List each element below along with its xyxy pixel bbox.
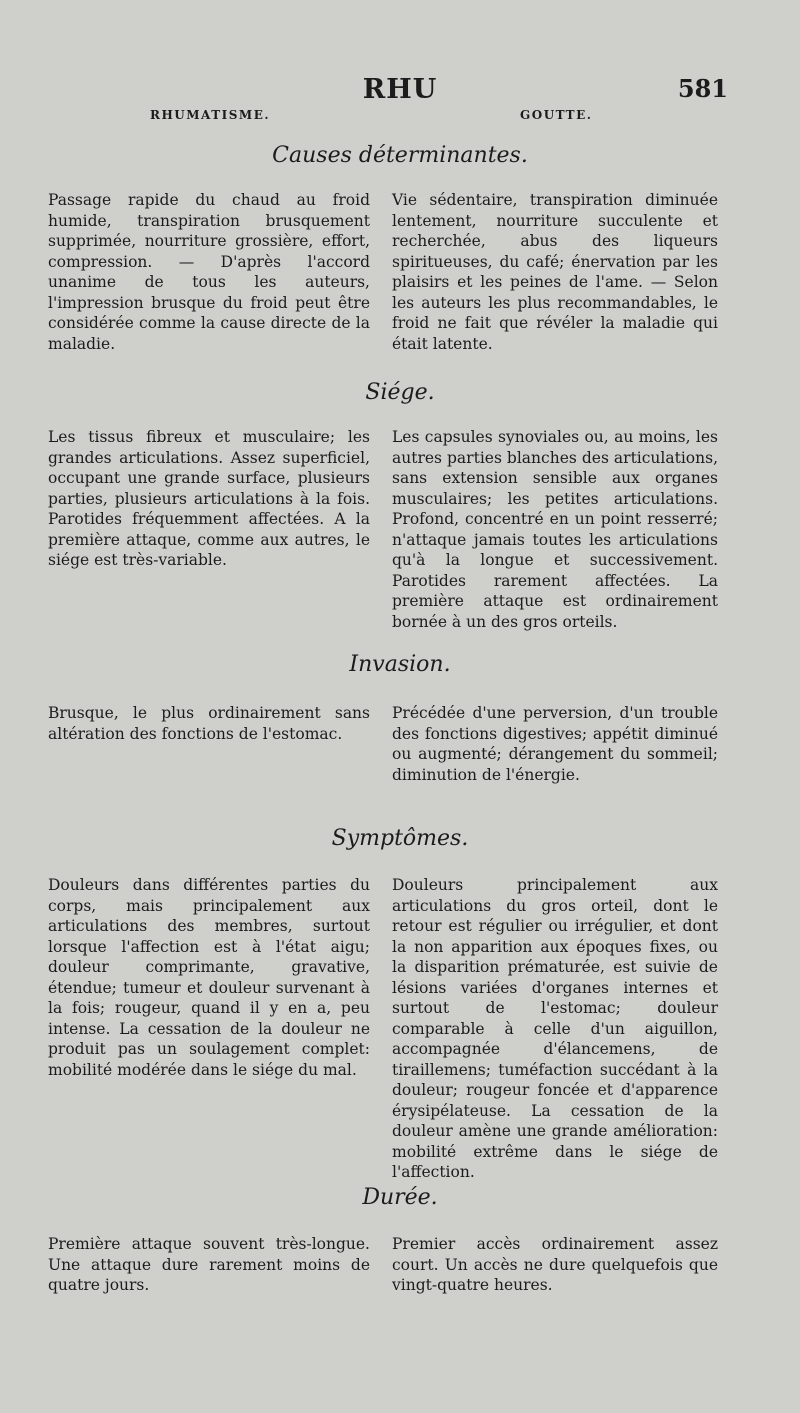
section-title-siege: Siége. (365, 380, 435, 405)
duree-rhumatisme-text: Première attaque souvent très-longue. Une attaque dure rarement moins de quatre jours. (48, 1235, 370, 1294)
page-number: 581 (677, 74, 728, 103)
siege-goutte-text: Les capsules synoviales ou, au moins, les autres parties blanches des articulations, sans extension sensible aux organes musculaires; les petites articulations. Profond, concentré en un point resserré; n'attaque jamais toutes les articulations qu'à la longue et successivement. Parotides rarement affectées. La première attaque est ordinairement bornée à un des gros orteils. (392, 428, 718, 631)
duree-goutte-text: Premier accès ordinairement assez court. Un accès ne dure quelquefois que vingt-quatre heures. (392, 1235, 718, 1294)
right-column-title: GOUTTE. (520, 108, 593, 122)
section-title-invasion: Invasion. (349, 652, 451, 677)
causes-rhumatisme-text: Passage rapide du chaud au froid humide, transpiration brusquement supprimée, nourriture grossière, effort, compression. — D'après l'accord unanime de tous les auteurs, l'impression brusque du froid peut être considérée comme la cause directe de la maladie. (48, 191, 370, 353)
running-title: RHU (362, 74, 438, 105)
invasion-goutte-text: Précédée d'une perversion, d'un trouble des fonctions digestives; appétit diminué ou augmenté; dérangement du sommeil; diminution de l'énergie. (392, 704, 718, 784)
left-column-title: RHUMATISME. (150, 108, 271, 122)
invasion-rhumatisme-text: Brusque, le plus ordinairement sans altération des fonctions de l'estomac. (48, 704, 370, 743)
symptomes-rhumatisme-text: Douleurs dans différentes parties du corps, mais principalement aux articulations des membres, surtout lorsque l'affection est à l'état aigu; douleur comprimante, gravative, étendue; tumeur et douleur survenant à la fois; rougeur, quand il y en a, peu intense. La cessation de la douleur ne produit pas un soulagement complet: mobilité modérée dans le siége du mal. (48, 876, 370, 1079)
section-title-causes: Causes déterminantes. (272, 143, 528, 168)
causes-goutte-text: Vie sédentaire, transpiration diminuée lentement, nourriture succulente et recherchée, abus des liqueurs spiritueuses, du café; énervation par les plaisirs et les peines de l'ame. — Selon les auteurs les plus recommandables, le froid ne fait que révéler la maladie qui était latente. (392, 191, 718, 353)
siege-rhumatisme-text: Les tissus fibreux et musculaire; les grandes articulations. Assez superficiel, occupant une grande surface, plusieurs parties, plusieurs articulations à la fois. Parotides fréquemment affectées. A la première attaque, comme aux autres, le siége est très-variable. (48, 428, 370, 569)
section-title-symptomes: Symptômes. (331, 826, 469, 851)
section-title-duree: Durée. (362, 1185, 438, 1210)
symptomes-goutte-text: Douleurs principalement aux articulations du gros orteil, dont le retour est régulier ou irrégulier, et dont la non apparition aux époques fixes, ou la disparition prématurée, est suivie de lésions variées d'organes internes et surtout de l'estomac; douleur comparable à celle d'un aiguillon, accompagnée d'élancemens, de tiraillemens; tuméfaction succédant à la douleur; rougeur foncée et d'apparence érysipélateuse. La cessation de la douleur amène une grande amélioration: mobilité extrême dans le siége de l'affection. (392, 876, 718, 1181)
